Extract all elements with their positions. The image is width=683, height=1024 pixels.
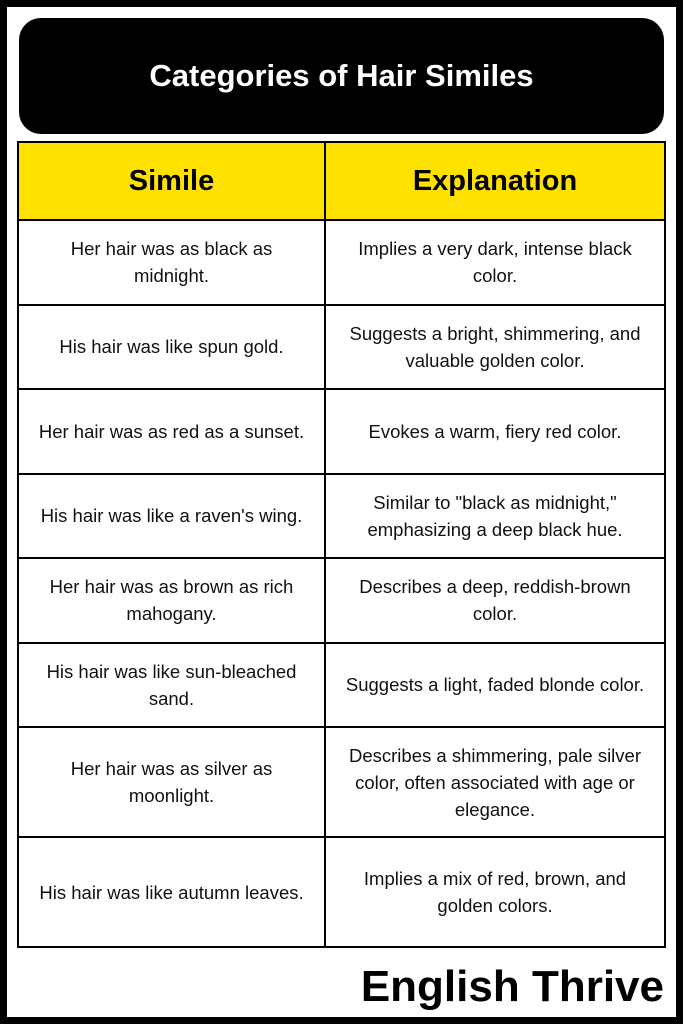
header-explanation: Explanation <box>325 142 665 220</box>
simile-cell: Her hair was as black as midnight. <box>18 220 325 305</box>
simile-cell: Her hair was as brown as rich mahogany. <box>18 558 325 643</box>
explanation-cell: Similar to "black as midnight," emphasizing a deep black hue. <box>325 474 665 559</box>
table-row <box>18 220 665 305</box>
simile-cell: His hair was like autumn leaves. <box>18 837 325 947</box>
simile-cell: His hair was like spun gold. <box>18 305 325 390</box>
table-row <box>18 837 665 947</box>
table-row <box>18 643 665 728</box>
table-row <box>18 727 665 837</box>
page <box>7 7 676 1017</box>
simile-cell: His hair was like a raven's wing. <box>18 474 325 559</box>
explanation-cell: Implies a very dark, intense black color. <box>325 220 665 305</box>
table-row <box>18 474 665 559</box>
table-row <box>18 389 665 474</box>
brand-logo-text: English Thrive <box>360 962 664 1011</box>
simile-cell: His hair was like sun-bleached sand. <box>18 643 325 728</box>
table-row <box>18 305 665 390</box>
title-banner <box>19 18 664 134</box>
page-title: Categories of Hair Similes <box>149 58 534 93</box>
explanation-cell: Describes a shimmering, pale silver color, often associated with age or elegance. <box>325 727 665 837</box>
explanation-cell: Describes a deep, reddish-brown color. <box>325 558 665 643</box>
simile-cell: Her hair was as red as a sunset. <box>18 389 325 474</box>
table-header-row <box>18 142 665 220</box>
explanation-cell: Suggests a bright, shimmering, and valuable golden color. <box>325 305 665 390</box>
explanation-cell: Suggests a light, faded blonde color. <box>325 643 665 728</box>
explanation-cell: Evokes a warm, fiery red color. <box>325 389 665 474</box>
table-row <box>18 558 665 643</box>
simile-cell: Her hair was as silver as moonlight. <box>18 727 325 837</box>
explanation-cell: Implies a mix of red, brown, and golden colors. <box>325 837 665 947</box>
header-simile: Simile <box>18 142 325 220</box>
similes-table <box>17 141 666 948</box>
